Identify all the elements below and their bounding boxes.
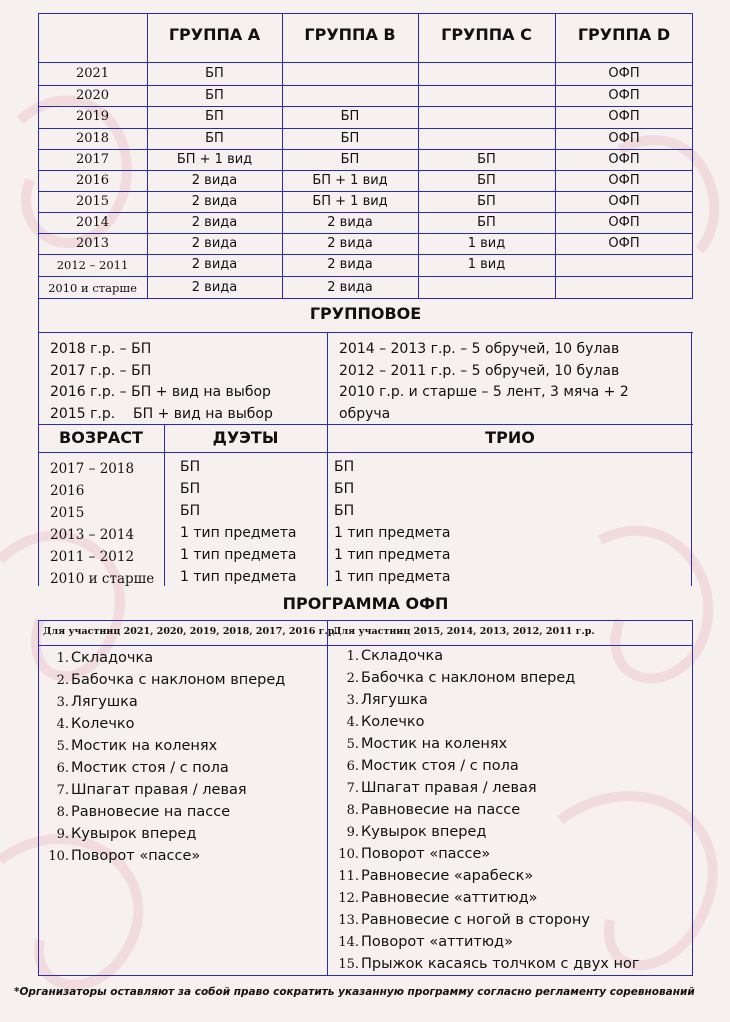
ofp-item-label: Мостик на коленях xyxy=(71,738,218,754)
age-cell: 2013 – 2014 xyxy=(50,527,135,543)
ofp-item-number: 6. xyxy=(346,759,359,774)
ofp-list-item xyxy=(335,711,639,733)
ofp-item-number: 3. xyxy=(56,695,69,710)
ofp-item-number: 2. xyxy=(346,671,359,686)
trio-cell: БП xyxy=(334,503,355,519)
year-cell: 2014 xyxy=(75,214,110,230)
ofp-right-header: Для участниц 2015, 2014, 2013, 2012, 2011 г.р. xyxy=(333,626,595,637)
ofp-item-number: 2. xyxy=(56,673,69,688)
year-cell: 2019 xyxy=(75,109,110,124)
group-right-line: обруча xyxy=(339,406,391,422)
ofp-item-number: 3. xyxy=(346,693,359,708)
ofp-list-item xyxy=(335,931,639,953)
year-cell: 2021 xyxy=(75,65,110,81)
group-a-cell: 2 вида xyxy=(191,193,238,209)
group-a-cell: БП xyxy=(205,87,224,103)
year-cell: 2012 – 2011 xyxy=(56,258,129,272)
ofp-item-number: 7. xyxy=(346,781,359,796)
ofp-item-label: Колечко xyxy=(71,716,135,732)
group-c-cell: БП xyxy=(477,214,496,230)
ofp-item-number: 10. xyxy=(48,849,69,864)
age-cell: 2015 xyxy=(50,505,85,521)
ofp-item-number: 14. xyxy=(338,935,359,950)
ofp-title: ПРОГРАММА ОФП xyxy=(282,594,449,613)
ofp-item-label: Лягушка xyxy=(71,694,138,710)
ofp-item-number: 6. xyxy=(56,761,69,776)
year-cell: 2016 xyxy=(75,172,110,188)
ofp-item-label: Мостик на коленях xyxy=(361,736,508,752)
age-cell: 2017 – 2018 xyxy=(50,461,135,477)
ofp-item-label: Поворот «пассе» xyxy=(361,846,491,862)
ofp-item-number: 15. xyxy=(338,957,359,972)
age-cell: 2016 xyxy=(50,483,85,499)
group-a-cell: 2 вида xyxy=(191,279,238,295)
group-c-cell: 1 вид xyxy=(467,235,506,251)
group-b-cell: БП + 1 вид xyxy=(312,193,388,209)
group-a-cell: БП xyxy=(205,130,224,146)
group-left-line: 2018 г.р. – БП xyxy=(50,341,152,357)
ofp-list-item xyxy=(335,667,639,689)
group-d-cell: ОФП xyxy=(608,109,640,124)
ofp-item-label: Равновесие на пассе xyxy=(71,804,231,820)
ofp-item-label: Бабочка с наклоном вперед xyxy=(71,672,286,688)
duet-cell: БП xyxy=(180,481,201,497)
group-d-cell: ОФП xyxy=(608,130,640,146)
group-title: ГРУППОВОЕ xyxy=(309,304,422,323)
year-cell: 2020 xyxy=(75,87,110,103)
ofp-list-item xyxy=(335,865,639,887)
year-cell: 2018 xyxy=(75,130,110,146)
ofp-item-number: 1. xyxy=(56,651,69,666)
group-b-cell: БП + 1 вид xyxy=(312,172,388,188)
ofp-list-item xyxy=(45,735,285,757)
header-group-a: ГРУППА А xyxy=(168,25,261,44)
group-b-cell: БП xyxy=(340,151,360,167)
group-left-line: 2016 г.р. – БП + вид на выбор xyxy=(50,384,271,400)
ofp-list-item xyxy=(335,777,639,799)
duet-cell: 1 тип предмета xyxy=(180,569,297,585)
ofp-item-label: Лягушка xyxy=(361,692,428,708)
ofp-item-number: 4. xyxy=(346,715,359,730)
ofp-list-item xyxy=(45,669,285,691)
ofp-right-list xyxy=(335,645,639,975)
ofp-list-item xyxy=(335,799,639,821)
ofp-item-label: Равновесие «арабеск» xyxy=(361,868,534,884)
group-d-cell: ОФП xyxy=(608,87,640,103)
ofp-list-item xyxy=(45,647,285,669)
ofp-item-label: Прыжок касаясь толчком с двух ног xyxy=(361,956,640,972)
age-cell: 2011 – 2012 xyxy=(50,549,135,565)
group-a-cell: БП xyxy=(205,65,224,81)
group-a-cell: 2 вида xyxy=(191,172,238,188)
group-d-cell: ОФП xyxy=(608,214,640,230)
ofp-item-label: Равновесие «аттитюд» xyxy=(361,890,538,906)
ofp-item-label: Бабочка с наклоном вперед xyxy=(361,670,576,686)
ofp-list-item xyxy=(45,779,285,801)
year-cell: 2010 и старше xyxy=(48,280,137,295)
ofp-item-label: Складочка xyxy=(361,648,444,664)
ofp-item-label: Кувырок вперед xyxy=(361,824,487,840)
ofp-item-number: 1. xyxy=(346,649,359,664)
group-a-cell: 2 вида xyxy=(191,235,238,251)
age-header: ВОЗРАСТ xyxy=(59,428,143,447)
group-d-cell: ОФП xyxy=(608,172,640,188)
footnote: *Организаторы оставляют за собой право сократить указанную программу согласно регламенту соревнований xyxy=(14,986,695,998)
ofp-left-list xyxy=(45,647,285,867)
duet-cell: 1 тип предмета xyxy=(180,547,297,563)
ofp-list-item xyxy=(335,645,639,667)
ofp-list-item xyxy=(335,953,639,975)
group-b-cell: 2 вида xyxy=(327,235,373,251)
trio-cell: 1 тип предмета xyxy=(334,547,451,563)
group-c-cell: БП xyxy=(477,193,496,209)
ofp-item-label: Складочка xyxy=(71,650,154,666)
ofp-list-item xyxy=(45,801,285,823)
ofp-list-item xyxy=(335,909,639,931)
ofp-item-number: 9. xyxy=(346,825,359,840)
ofp-item-number: 4. xyxy=(56,717,69,732)
ofp-list-item xyxy=(45,757,285,779)
duet-cell: БП xyxy=(180,459,201,475)
ofp-item-number: 11. xyxy=(338,869,359,884)
ofp-list-item xyxy=(45,823,285,845)
group-left-line: 2015 г.р. БП + вид на выбор xyxy=(50,406,273,422)
ofp-item-number: 8. xyxy=(56,805,69,820)
ofp-item-label: Поворот «аттитюд» xyxy=(361,934,513,950)
ofp-item-number: 10. xyxy=(338,847,359,862)
group-right-line: 2012 – 2011 г.р. – 5 обручей, 10 булав xyxy=(339,363,620,379)
duets-header: ДУЭТЫ xyxy=(212,428,279,447)
group-b-cell: БП xyxy=(340,109,360,124)
ofp-list-item xyxy=(335,821,639,843)
ofp-item-label: Равновесие на пассе xyxy=(361,802,521,818)
group-left-line: 2017 г.р. – БП xyxy=(50,363,152,379)
group-right-line: 2010 г.р. и старше – 5 лент, 3 мяча + 2 xyxy=(339,384,629,400)
ofp-item-number: 5. xyxy=(346,737,359,752)
group-b-cell: 2 вида xyxy=(327,257,373,272)
trio-cell: 1 тип предмета xyxy=(334,569,451,585)
ofp-item-number: 13. xyxy=(338,913,359,928)
ofp-item-number: 7. xyxy=(56,783,69,798)
ofp-left-header: Для участниц 2021, 2020, 2019, 2018, 2017, 2016 г.р. xyxy=(43,626,338,637)
group-c-cell: БП xyxy=(477,151,496,167)
duet-cell: 1 тип предмета xyxy=(180,525,297,541)
group-b-cell: 2 вида xyxy=(327,279,373,295)
year-cell: 2017 xyxy=(75,151,110,167)
duet-cell: БП xyxy=(180,503,201,519)
group-right-line: 2014 – 2013 г.р. – 5 обручей, 10 булав xyxy=(339,341,620,357)
group-b-cell: БП xyxy=(340,130,360,146)
ofp-item-label: Поворот «пассе» xyxy=(71,848,201,864)
trio-cell: 1 тип предмета xyxy=(334,525,451,541)
group-a-cell: БП + 1 вид xyxy=(176,151,253,167)
ofp-item-label: Колечко xyxy=(361,714,425,730)
ofp-list-item xyxy=(335,689,639,711)
group-a-cell: 2 вида xyxy=(191,257,238,272)
trio-cell: БП xyxy=(334,481,355,497)
ofp-list-item xyxy=(45,691,285,713)
ofp-item-label: Кувырок вперед xyxy=(71,826,197,842)
group-a-cell: 2 вида xyxy=(191,214,238,230)
group-c-cell: БП xyxy=(477,172,496,188)
ofp-item-label: Мостик стоя / с пола xyxy=(361,758,519,774)
group-a-cell: БП xyxy=(205,109,224,124)
header-group-b: ГРУППА В xyxy=(304,25,396,44)
ofp-list-item xyxy=(335,755,639,777)
ofp-item-label: Мостик стоя / с пола xyxy=(71,760,229,776)
ofp-item-number: 12. xyxy=(338,891,359,906)
year-cell: 2015 xyxy=(75,193,110,209)
ofp-list-item xyxy=(335,887,639,909)
ofp-item-number: 5. xyxy=(56,739,69,754)
year-cell: 2013 xyxy=(75,235,110,251)
ofp-item-label: Равновесие с ногой в сторону xyxy=(361,912,590,928)
ofp-item-label: Шпагат правая / левая xyxy=(361,780,537,796)
ofp-list-item xyxy=(45,713,285,735)
ofp-list-item xyxy=(335,733,639,755)
group-d-cell: ОФП xyxy=(608,235,640,251)
ofp-item-label: Шпагат правая / левая xyxy=(71,782,247,798)
ofp-list-item xyxy=(45,845,285,867)
ofp-list-item xyxy=(335,843,639,865)
trio-cell: БП xyxy=(334,459,355,475)
group-d-cell: ОФП xyxy=(608,193,640,209)
group-d-cell: ОФП xyxy=(608,65,640,81)
group-d-cell: ОФП xyxy=(608,151,640,167)
trio-header: ТРИО xyxy=(485,428,535,447)
header-group-c: ГРУППА С xyxy=(441,25,532,44)
ofp-item-number: 8. xyxy=(346,803,359,818)
header-group-d: ГРУППА D xyxy=(577,25,671,44)
group-c-cell: 1 вид xyxy=(467,257,506,272)
age-cell: 2010 и старше xyxy=(50,571,155,587)
ofp-item-number: 9. xyxy=(56,827,69,842)
group-b-cell: 2 вида xyxy=(327,214,373,230)
